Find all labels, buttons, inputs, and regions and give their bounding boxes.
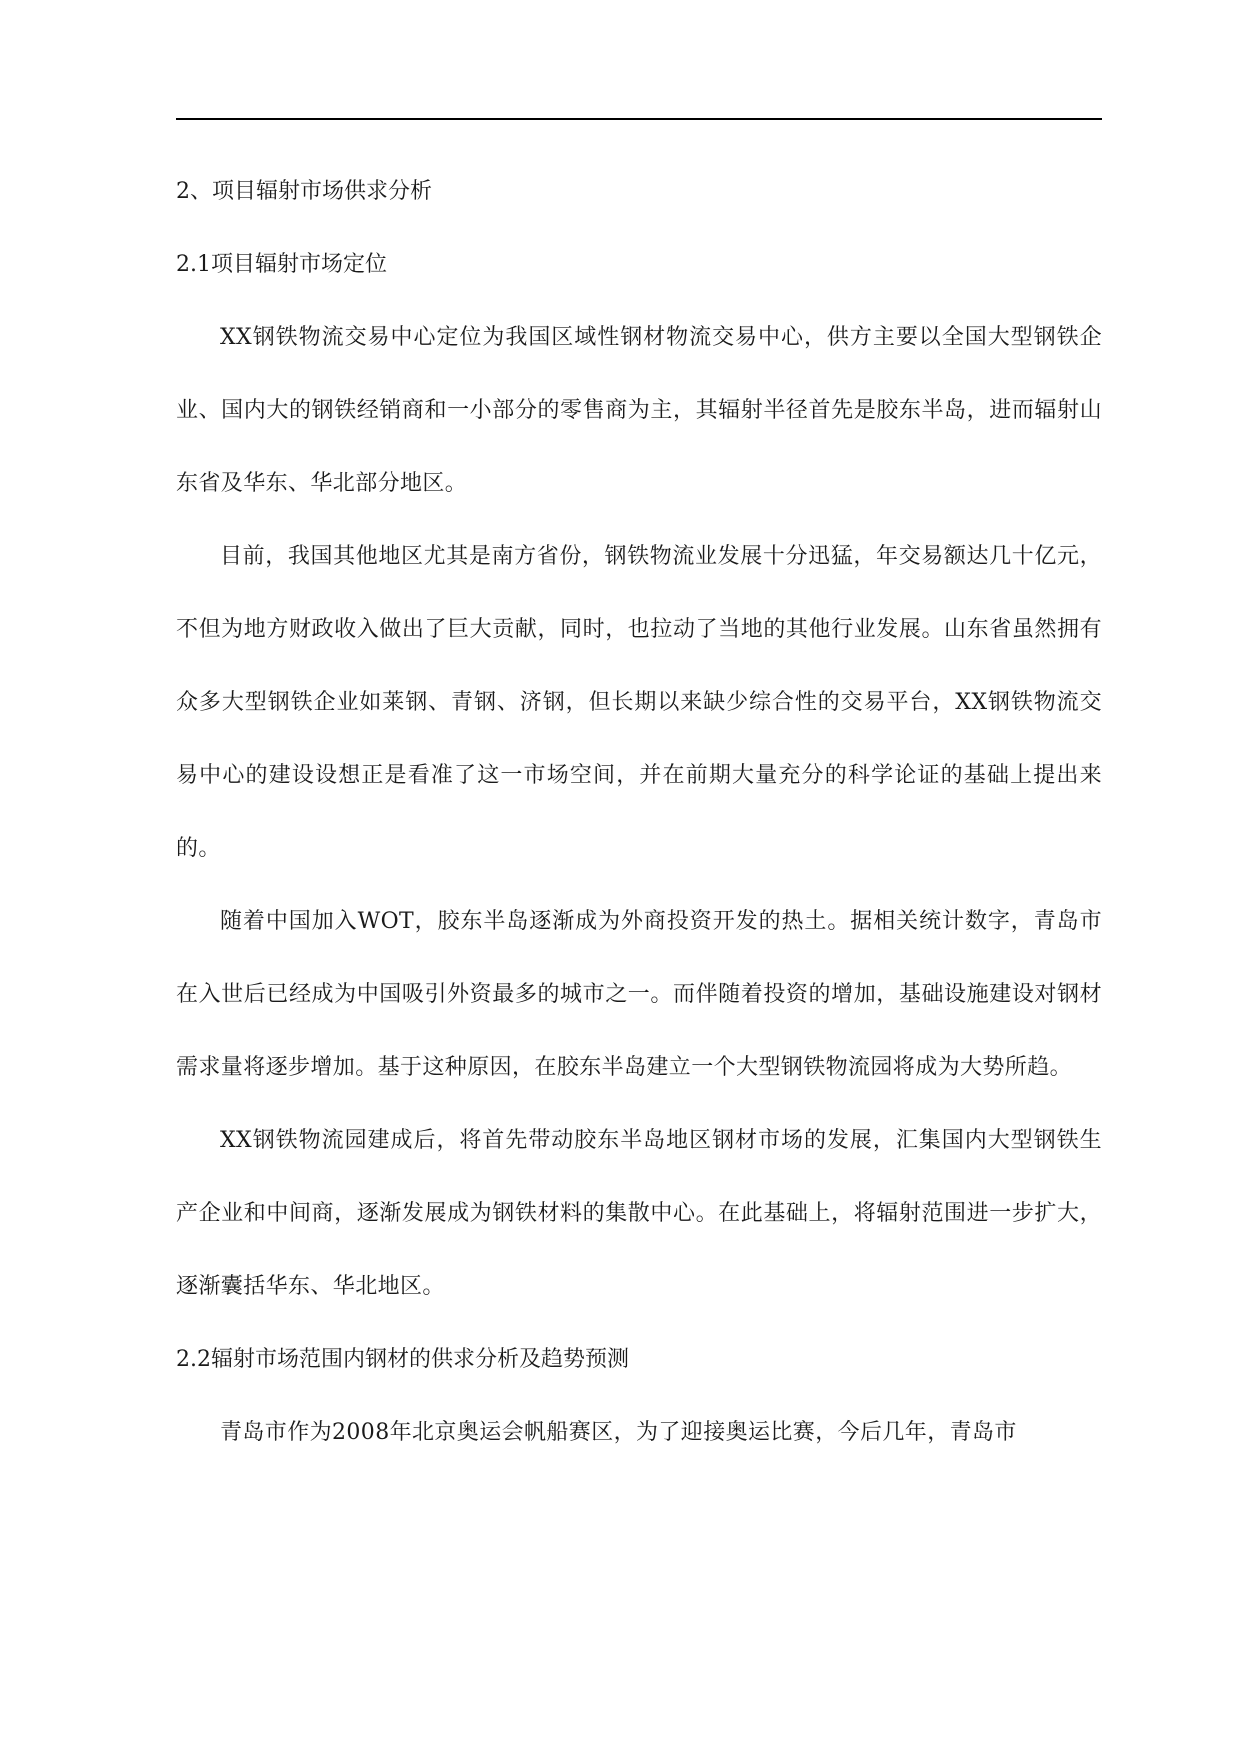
paragraph-positioning: XX钢铁物流交易中心定位为我国区域性钢材物流交易中心，供方主要以全国大型钢铁企业、国内大的钢铁经销商和一小部分的零售商为主，其辐射半径首先是胶东半岛，进而辐射山东省及华东、华北部分地区。 — [176, 325, 1102, 496]
paragraph-logistics-park: XX钢铁物流园建成后，将首先带动胶东半岛地区钢材市场的发展，汇集国内大型钢铁生产企业和中间商，逐渐发展成为钢铁材料的集散中心。在此基础上，将辐射范围进一步扩大，逐渐囊括华东、华北地区。 — [176, 1128, 1102, 1299]
document-body — [176, 155, 1102, 1469]
section-heading-2-1: 2.1项目辐射市场定位 — [176, 252, 387, 277]
section-heading-2: 2、项目辐射市场供求分析 — [176, 179, 432, 204]
paragraph-current-situation: 目前，我国其他地区尤其是南方省份，钢铁物流业发展十分迅猛，年交易额达几十亿元，不但为地方财政收入做出了巨大贡献，同时，也拉动了当地的其他行业发展。山东省虽然拥有众多大型钢铁企业如莱钢、青钢、济钢，但长期以来缺少综合性的交易平台，XX钢铁物流交易中心的建设设想正是看准了这一市场空间，并在前期大量充分的科学论证的基础上提出来的。 — [176, 544, 1102, 861]
paragraph-wto-investment: 随着中国加入WOT，胶东半岛逐渐成为外商投资开发的热土。据相关统计数字，青岛市在入世后已经成为中国吸引外资最多的城市之一。而伴随着投资的增加，基础设施建设对钢材需求量将逐步增加。基于这种原因，在胶东半岛建立一个大型钢铁物流园将成为大势所趋。 — [176, 909, 1102, 1080]
header-rule — [176, 118, 1102, 120]
paragraph-olympics: 青岛市作为2008年北京奥运会帆船赛区，为了迎接奥运比赛，今后几年，青岛市 — [220, 1420, 1017, 1445]
section-heading-2-2: 2.2辐射市场范围内钢材的供求分析及趋势预测 — [176, 1347, 629, 1372]
